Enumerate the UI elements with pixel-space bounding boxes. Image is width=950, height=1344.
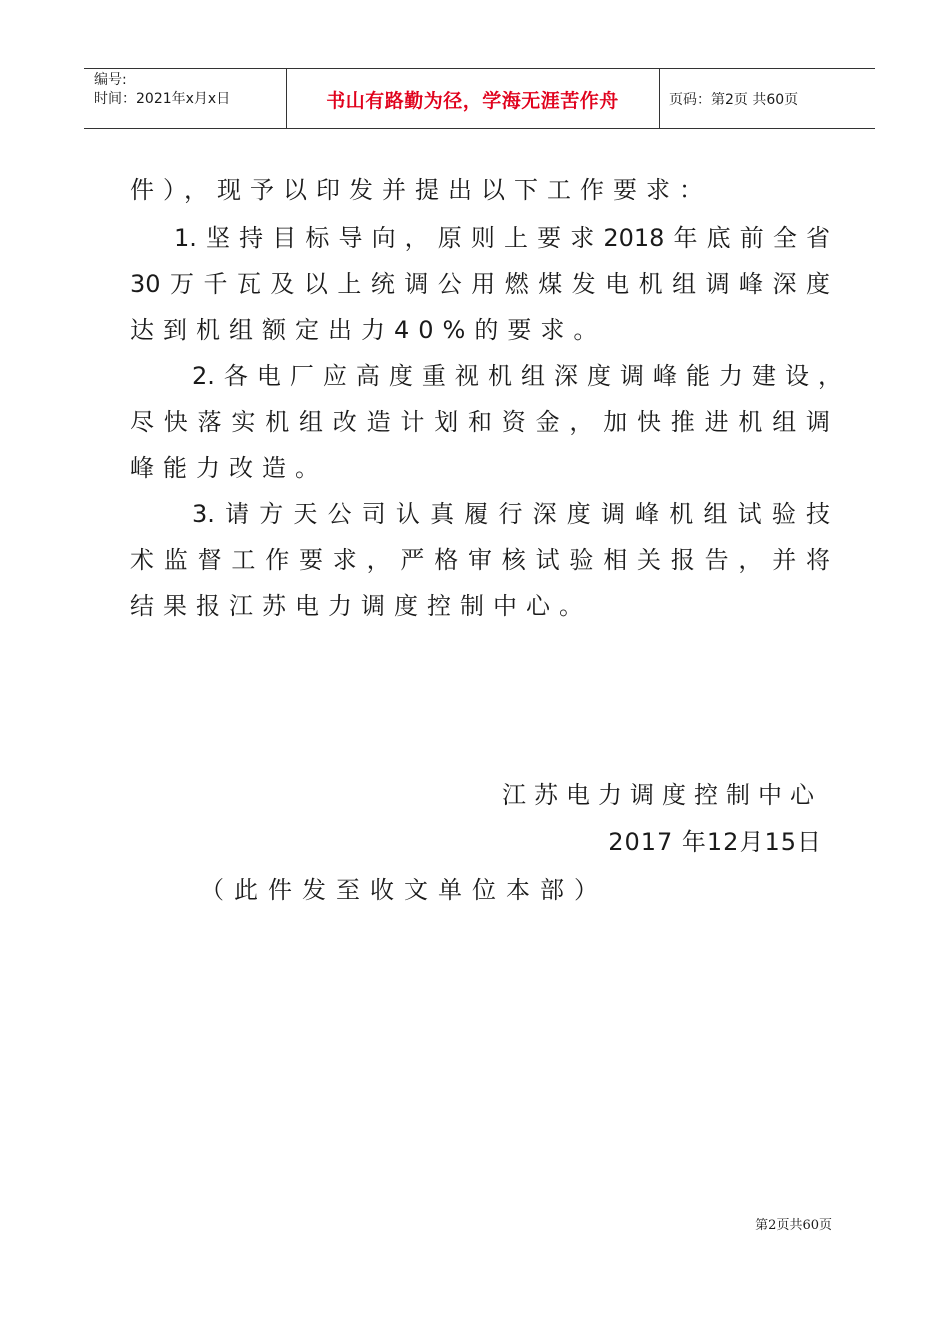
signature-date: 2017 年12月15日 — [608, 828, 822, 856]
header-number-label: 编号: — [94, 72, 127, 88]
signature-org: 江苏电力调度控制中心 — [502, 781, 822, 809]
body-line-4: 达到机组额定出力40%的要求。 — [130, 316, 607, 344]
body-line-5: 2.各电厂应高度重视机组深度调峰能力建设， — [192, 362, 842, 390]
body-line-10: 结果报江苏电力调度控制中心。 — [130, 592, 592, 620]
body-line-8: 3.请方天公司认真履行深度调峰机组试验技 — [192, 500, 830, 528]
header-page-info: 页码：第2页 共60页 — [669, 92, 799, 108]
page-header — [84, 68, 875, 129]
body-line-7: 峰能力改造。 — [130, 454, 328, 482]
header-meta — [94, 71, 230, 109]
body-line-9: 术监督工作要求，严格审核试验相关报告，并将 — [130, 546, 830, 574]
header-time-label: 时间：2021年x月x日 — [94, 91, 231, 107]
header-motto: 书山有路勤为径，学海无涯苦作舟 — [326, 90, 619, 112]
page-footer: 第2页共60页 — [755, 1218, 832, 1233]
body-line-3: 30万千瓦及以上统调公用燃煤发电机组调峰深度 — [130, 270, 830, 298]
body-line-2: 1.坚持目标导向，原则上要求2018年底前全省 — [174, 224, 830, 252]
body-line-6: 尽快落实机组改造计划和资金，加快推进机组调 — [130, 408, 830, 436]
body-line-1: 件），现予以印发并提出以下工作要求： — [130, 176, 712, 204]
distribution-note: （此件发至收文单位本部） — [200, 876, 608, 904]
header-divider — [659, 69, 660, 128]
